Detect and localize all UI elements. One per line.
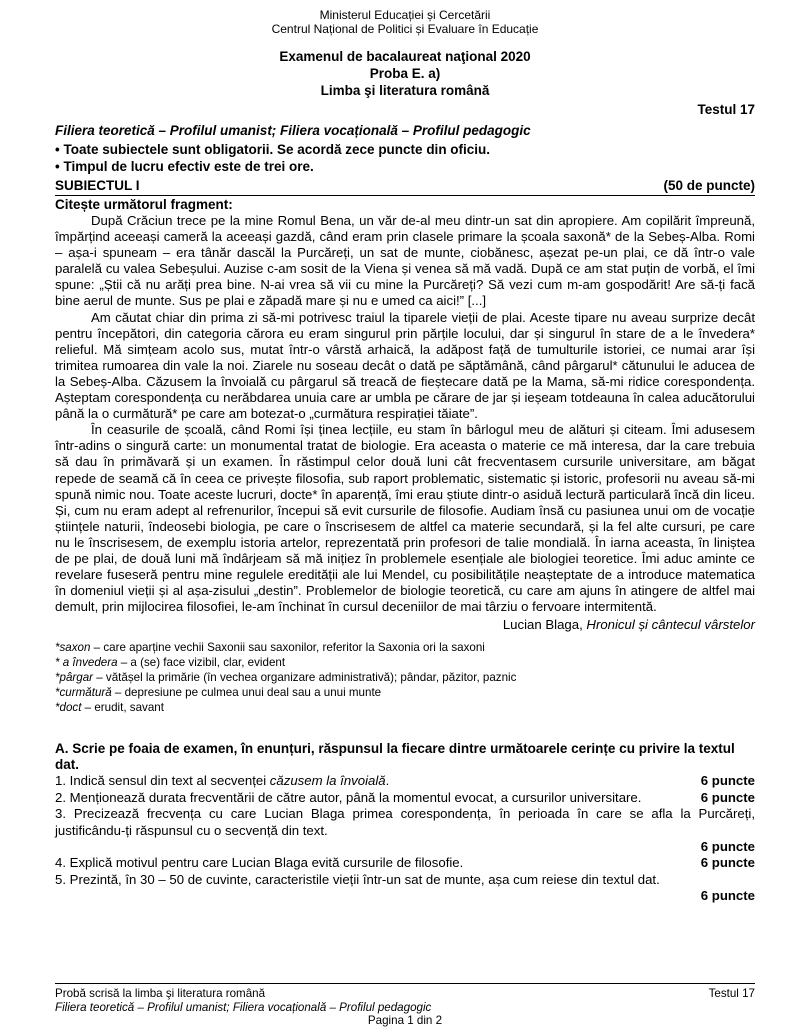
- requirement-points: 6 puncte: [700, 789, 755, 805]
- exam-rules: [55, 141, 755, 175]
- requirement-points: 6 puncte: [700, 855, 755, 871]
- read-instruction: Citește următorul fragment:: [55, 197, 233, 212]
- ministry-name: Ministerul Educației și Cercetării: [319, 8, 491, 22]
- rule-item: • Timpul de lucru efectiv este de trei ore.: [55, 159, 314, 174]
- subject-heading: [55, 178, 755, 196]
- requirement-item: [55, 773, 755, 789]
- text-fragment: [55, 213, 755, 615]
- footer-page-number: Pagina 1 din 2: [367, 1014, 443, 1027]
- glossary-item: [55, 686, 755, 701]
- glossary-term: *curmătură: [55, 685, 112, 699]
- requirement-text-part: .: [385, 773, 390, 789]
- glossary-item: [55, 656, 755, 671]
- glossary-item: [55, 701, 755, 716]
- glossary-term: *doct: [55, 700, 82, 714]
- glossary-term: *pârgar: [55, 670, 94, 684]
- footer-exam: Probă scrisă la limba şi literatura română: [55, 987, 266, 1000]
- filiera-line: Filiera teoretică – Profilul umanist; Filiera vocațională – Profilul pedagogic: [55, 123, 531, 138]
- glossary-definition: – depresiune pe culmea unui deal sau a unui munte: [111, 685, 382, 699]
- requirement-text: 3. Precizează frecvența cu care Lucian Blaga primea corespondența, în perioada în care se afla la Purcăreți, justificându-ți răspunsul cu o secvență din text.: [55, 806, 755, 838]
- requirement-text-part: 1. Indică sensul din text al secvenței: [55, 773, 270, 789]
- exam-title-line: Limba şi literatura română: [320, 83, 490, 98]
- footer-row: [55, 987, 755, 1001]
- requirement-item: [55, 872, 755, 905]
- page-footer: [55, 983, 755, 1028]
- requirement-item: [55, 806, 755, 855]
- fragment-paragraph: În ceasurile de școală, când Romi își ținea lecțiile, eu stam în bârlogul meu de alături și citeam. Îmi adusesem într-adins o singură carte: un monumental tratat de biologie. Era aceasta o materie ce mă interesa, dar la care trebuia să dau în primăvară și un examen. În răstimpul celor două luni cât frecventasem cursurile universitare, am băgat repede de seamă că în ceea ce privește filosofia, sub raport problematic, sistematic și istoric, profesorii nu aveau să-mi spună nimic nou. Toate aceste lucruri, docte* în aparență, îmi erau știute dintr-o asiduă lectură particulară încă din liceu. Și, cum nu eram adept al refrenurilor, începui să evit cursurile de filosofie. Audiam însă cu pasiunea unui om de vocație științele naturii, îndeosebi biologia, pe care o înscrisesem de altfel ca materie secundară, și la fel alte cursuri, pe care nu le înscrisesem, de exemplu istoria artelor, reprezentată prin profesori de talie mondială. În iarna aceasta, în liniștea de pe plai, de două luni mă îndârjeam să mă inițiez în problemele esențiale ale biologiei teoretice. Îmi aduc aminte ce revelare fuseseră pentru mine regulele eredității ale lui Mendel, cu posibilitățile neașteptate de a introduce matematica în domeniul vieții și al așa-zisului „destin”. Problemelor de biologie teoretică, cu care am ajuns în atingere de altfel mai demult, prin mijlocirea filosofiei, le-am închinat în cursul deceniilor de mai târziu o fervoare intermitentă.: [55, 422, 755, 615]
- exam-page: [55, 0, 755, 905]
- glossary-item: [55, 641, 755, 656]
- section-a-title: A. Scrie pe foaia de examen, în enunțuri, răspunsul la fiecare dintre următoarele cerințe cu privire la textul dat.: [55, 741, 735, 773]
- exam-title-line: Examenul de bacalaureat naţional 2020: [279, 49, 531, 64]
- glossary-term: * a învedera: [55, 656, 118, 670]
- requirement-quote: căzusem la învoială: [269, 773, 386, 789]
- glossary-definition: – a (se) face vizibil, clar, evident: [117, 656, 286, 670]
- fragment-paragraph: După Crăciun trece pe la mine Romul Bena, un văr de-al meu dintr-un sat din apropiere. Am copilărit împreună, împărțind aceeași cameră la aceeași gazdă, când eram prin clasele primare la școala saxonă* de la Sebeș-Alba. Romi – așa-i spuneam – era tânăr dascăl la Purcăreți, un sat de munte, ciobănesc, așezat pe-un plai, ce dă într-o vale paralelă cu valea Sebeșului. Auzise c-am sosit de la Viena și venea să mă vadă. După ce am stat puțin de vorbă, el îmi spune: „Știi că nu arăți prea bine. N-ai vrea să vii cu mine la Purcăreți? Să vezi cum m-am gospodărit! Are să-ți facă bine aerul de munte. Sus pe plai e zăpadă mare și nu e umed ca aici!” [...]: [55, 213, 755, 309]
- rule-item: • Toate subiectele sunt obligatorii. Se acordă zece puncte din oficiu.: [55, 142, 491, 157]
- requirement-points: 6 puncte: [700, 838, 755, 854]
- glossary-definition: – vătășel la primărie (în vechea organizare administrativă); pândar, păzitor, paznic: [93, 670, 517, 684]
- center-name: Centrul Național de Politici și Evaluare în Educație: [271, 22, 539, 36]
- glossary-definition: – erudit, savant: [81, 700, 164, 714]
- requirement-text: 4. Explică motivul pentru care Lucian Blaga evită cursurile de filosofie.: [55, 855, 464, 871]
- exam-title: [55, 48, 755, 99]
- requirement-item: [55, 790, 755, 806]
- ministry-header: [55, 8, 755, 36]
- requirement-text: [55, 773, 389, 789]
- glossary-term: *saxon: [55, 641, 91, 655]
- exam-title-line: Proba E. a): [369, 66, 441, 81]
- author-name: Lucian Blaga,: [502, 617, 583, 633]
- fragment-source: [55, 616, 755, 633]
- requirement-item: [55, 855, 755, 871]
- fragment-paragraph: Am căutat chiar din prima zi să-mi potrivesc traiul la tiparele vieții de plai. Aceste tipare nu aveau surprize decât pentru începători, din categoria cărora eu eram singurul prin părțile locului, dar și singurul în stare de a le învedera* relieful. Mă simțeam acolo sus, mutat într-o vârstă arhaică, la adăpost față de tumulturile istoriei, ce numai arar își trimitea rumoarea din vale la noi. Ziarele nu soseau decât o dată pe săptămână, când pârgarul* cătunului le aducea de la Sebeș-Alba. Căzusem la învoială cu pârgarul să treacă de fieștecare dată pe la Mama, să-mi ridice corespondența. Așteptam corespondența cu nerăbdarea unuia care ar umbla pe cărare de jar și ieșeam totdeauna în calea aducătorului până la o curmătură* pe care am botezat-o „curmătura respirației tăiate”.: [55, 309, 755, 422]
- glossary-item: [55, 671, 755, 686]
- footer-filiera: Filiera teoretică – Profilul umanist; Filiera vocațională – Profilul pedagogic: [55, 1000, 432, 1014]
- subject-points: (50 de puncte): [663, 178, 755, 193]
- subject-label: SUBIECTUL I: [55, 178, 140, 193]
- glossary-definition: – care aparține vechii Saxonii sau saxonilor, referitor la Saxonia ori la saxoni: [90, 641, 485, 655]
- test-number: Testul 17: [697, 102, 755, 117]
- section-a-items: [55, 773, 755, 904]
- work-title: Hronicul și cântecul vârstelor: [586, 617, 755, 633]
- requirement-points: 6 puncte: [700, 888, 755, 904]
- requirement-points: 6 puncte: [700, 773, 755, 789]
- requirement-text: 5. Prezintă, în 30 – 50 de cuvinte, caracteristile vieții într-un sat de munte, așa cum reiese din textul dat.: [55, 871, 660, 887]
- footer-test-number: Testul 17: [708, 987, 755, 1000]
- requirement-text: 2. Menționează durata frecventării de către autor, până la momentul evocat, a cursurilor universitare.: [55, 789, 642, 805]
- glossary: [55, 641, 755, 715]
